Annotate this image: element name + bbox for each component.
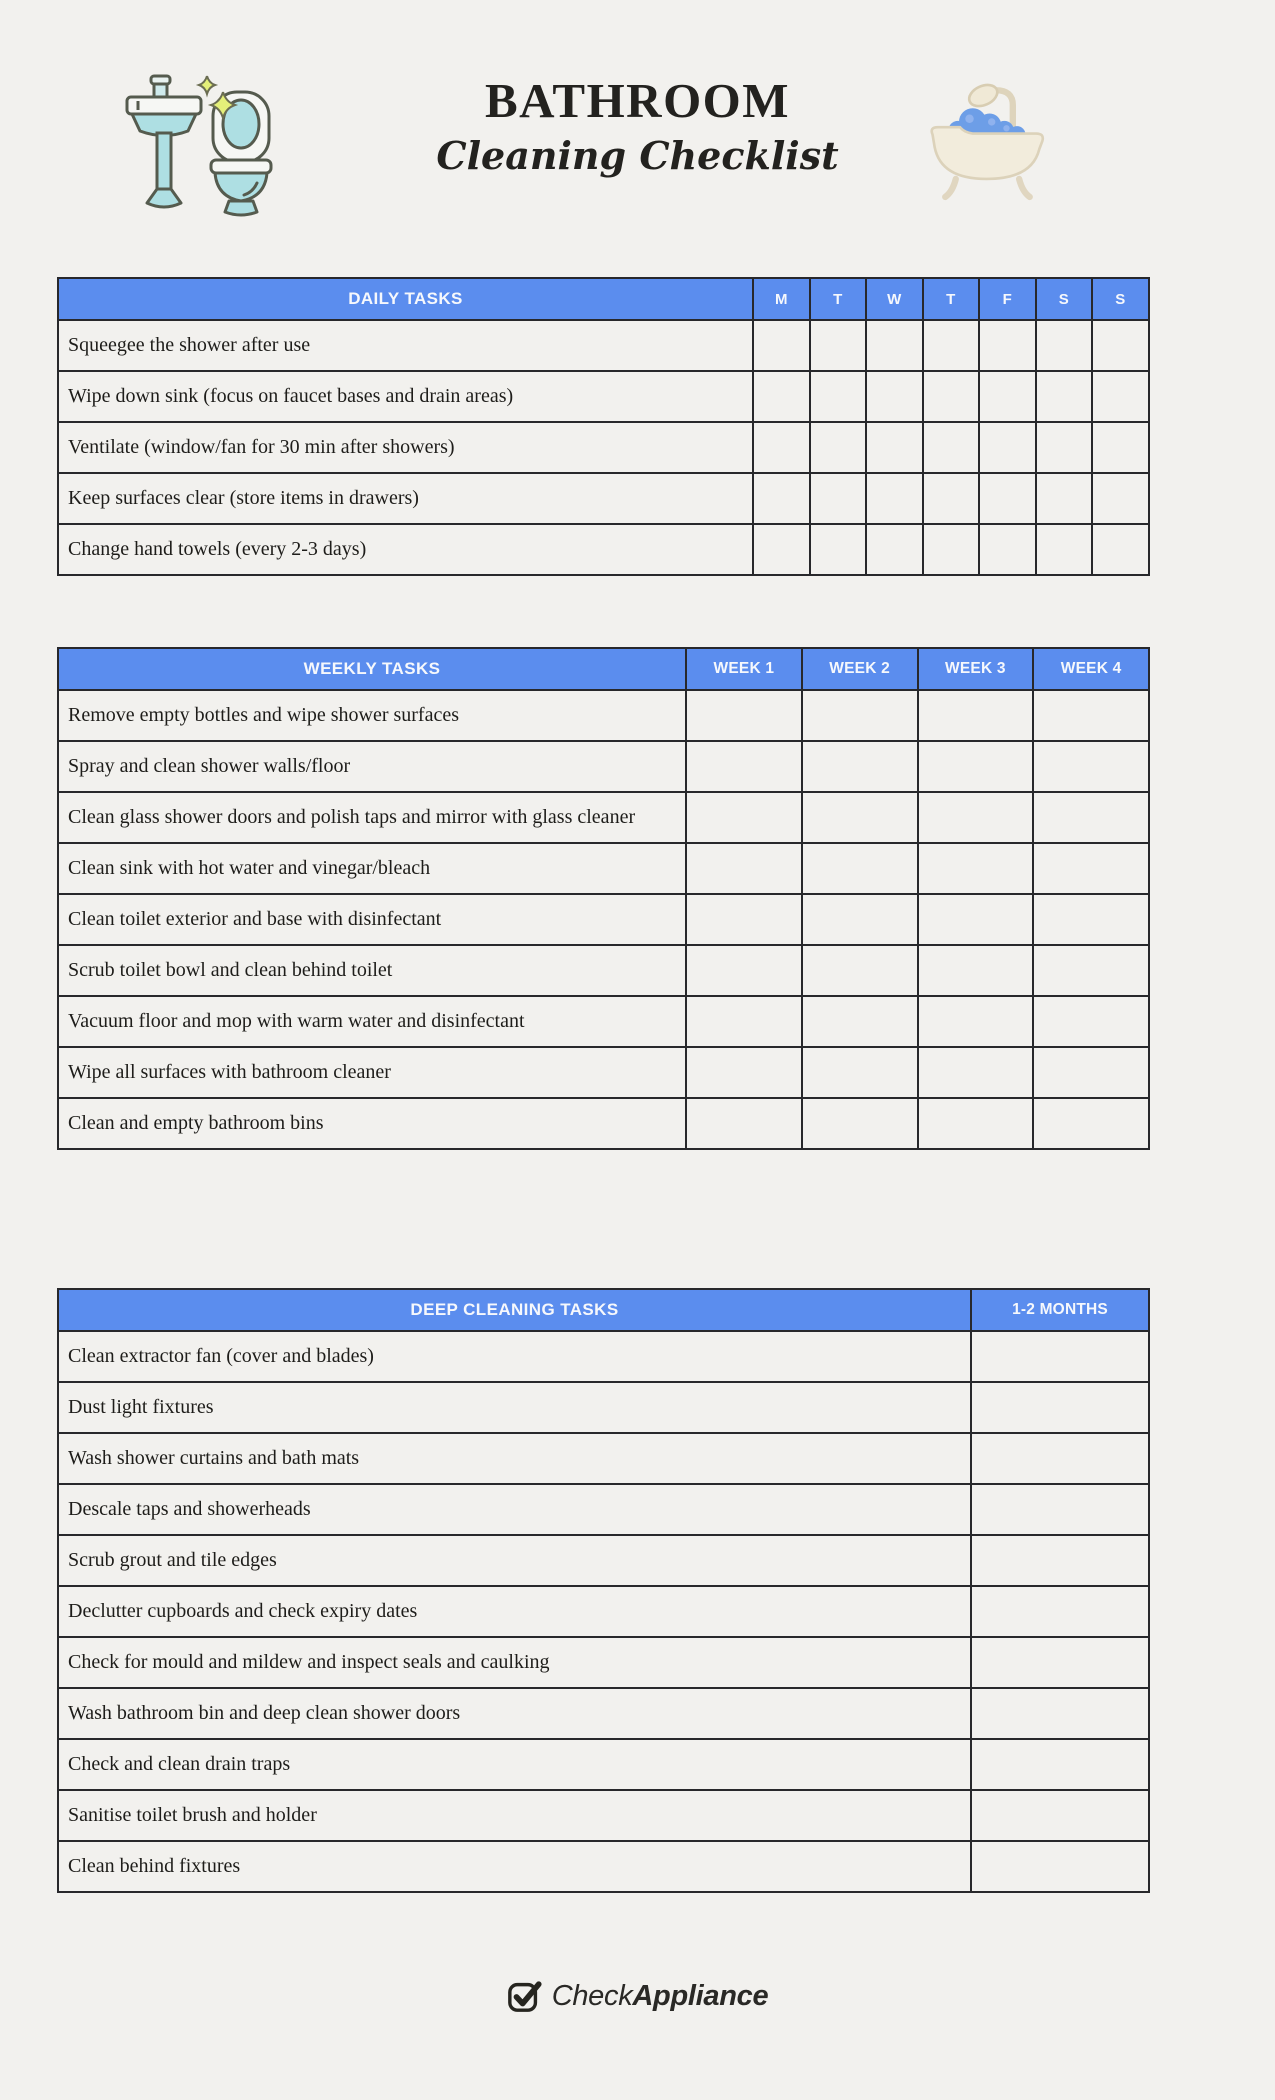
- page-header: [0, 0, 1275, 250]
- check-cell: [971, 1484, 1149, 1535]
- table-row: [58, 690, 1149, 741]
- task-label: Remove empty bottles and wipe shower surfaces: [58, 690, 686, 741]
- week3-col: WEEK 3: [918, 648, 1034, 690]
- check-cell: [1036, 371, 1093, 422]
- check-cell: [923, 320, 980, 371]
- table-row: [58, 422, 1149, 473]
- check-cell: [979, 473, 1036, 524]
- checkbox-logo-icon: [507, 1978, 543, 2014]
- check-cell: [810, 320, 867, 371]
- check-cell: [802, 1047, 918, 1098]
- task-label: Dust light fixtures: [58, 1382, 971, 1433]
- check-cell: [918, 1047, 1034, 1098]
- check-cell: [686, 843, 802, 894]
- task-label: Wash shower curtains and bath mats: [58, 1433, 971, 1484]
- check-cell: [918, 996, 1034, 1047]
- check-cell: [1033, 945, 1149, 996]
- table-row: [58, 1331, 1149, 1382]
- task-label: Check for mould and mildew and inspect seals and caulking: [58, 1637, 971, 1688]
- task-label: Spray and clean shower walls/floor: [58, 741, 686, 792]
- task-label: Change hand towels (every 2-3 days): [58, 524, 753, 575]
- task-label: Wipe all surfaces with bathroom cleaner: [58, 1047, 686, 1098]
- weekly-tasks-table: [57, 647, 1148, 1150]
- daily-tasks-table: [57, 277, 1148, 576]
- check-cell: [866, 473, 923, 524]
- check-cell: [979, 320, 1036, 371]
- task-label: Vacuum floor and mop with warm water and disinfectant: [58, 996, 686, 1047]
- table-row: [58, 945, 1149, 996]
- check-cell: [686, 894, 802, 945]
- day-col-sat: S: [1036, 278, 1093, 320]
- table-row: [58, 1739, 1149, 1790]
- check-cell: [686, 1098, 802, 1149]
- check-cell: [923, 422, 980, 473]
- check-cell: [686, 792, 802, 843]
- check-cell: [1036, 320, 1093, 371]
- check-cell: [802, 690, 918, 741]
- brand-name-bold: Appliance: [632, 1979, 769, 2012]
- task-label: Ventilate (window/fan for 30 min after showers): [58, 422, 753, 473]
- task-label: Clean toilet exterior and base with disinfectant: [58, 894, 686, 945]
- check-cell: [686, 741, 802, 792]
- check-cell: [802, 996, 918, 1047]
- day-col-wed: W: [866, 278, 923, 320]
- deep-cleaning-title: DEEP CLEANING TASKS: [58, 1289, 971, 1331]
- table-row: [58, 1790, 1149, 1841]
- table-row: [58, 473, 1149, 524]
- daily-tasks-title: DAILY TASKS: [58, 278, 753, 320]
- check-cell: [918, 843, 1034, 894]
- brand-name-regular: Check: [551, 1979, 633, 2012]
- day-col-fri: F: [979, 278, 1036, 320]
- task-label: Clean sink with hot water and vinegar/bleach: [58, 843, 686, 894]
- check-cell: [802, 741, 918, 792]
- check-cell: [923, 473, 980, 524]
- week4-col: WEEK 4: [1033, 648, 1149, 690]
- task-label: Clean behind fixtures: [58, 1841, 971, 1892]
- check-cell: [918, 741, 1034, 792]
- task-label: Check and clean drain traps: [58, 1739, 971, 1790]
- check-cell: [802, 792, 918, 843]
- task-label: Wipe down sink (focus on faucet bases and drain areas): [58, 371, 753, 422]
- check-cell: [923, 371, 980, 422]
- check-cell: [1036, 524, 1093, 575]
- day-col-sun: S: [1092, 278, 1149, 320]
- check-cell: [979, 422, 1036, 473]
- table-row: [58, 1535, 1149, 1586]
- check-cell: [1092, 422, 1149, 473]
- task-label: Scrub grout and tile edges: [58, 1535, 971, 1586]
- table-row: [58, 1484, 1149, 1535]
- check-cell: [971, 1586, 1149, 1637]
- page-title: BATHROOM: [484, 73, 791, 128]
- check-cell: [810, 473, 867, 524]
- check-cell: [866, 371, 923, 422]
- check-cell: [802, 1098, 918, 1149]
- check-cell: [1036, 473, 1093, 524]
- check-cell: [1033, 894, 1149, 945]
- day-col-tue: T: [810, 278, 867, 320]
- check-cell: [971, 1841, 1149, 1892]
- check-cell: [1092, 473, 1149, 524]
- table-row: [58, 524, 1149, 575]
- title-block: [0, 72, 1275, 178]
- task-label: Clean and empty bathroom bins: [58, 1098, 686, 1149]
- weekly-tasks-title: WEEKLY TASKS: [58, 648, 686, 690]
- check-cell: [1033, 741, 1149, 792]
- check-cell: [866, 524, 923, 575]
- check-cell: [1033, 843, 1149, 894]
- table-row: [58, 996, 1149, 1047]
- brand-footer: [0, 1968, 1275, 2024]
- check-cell: [686, 690, 802, 741]
- page-subtitle: Cleaning Checklist: [436, 133, 839, 178]
- check-cell: [971, 1790, 1149, 1841]
- check-cell: [971, 1688, 1149, 1739]
- table-row: [58, 1841, 1149, 1892]
- task-label: Descale taps and showerheads: [58, 1484, 971, 1535]
- check-cell: [810, 524, 867, 575]
- table-row: [58, 371, 1149, 422]
- check-cell: [753, 473, 810, 524]
- check-cell: [971, 1637, 1149, 1688]
- check-cell: [802, 894, 918, 945]
- check-cell: [866, 422, 923, 473]
- check-cell: [971, 1382, 1149, 1433]
- check-cell: [866, 320, 923, 371]
- check-cell: [802, 843, 918, 894]
- check-cell: [753, 524, 810, 575]
- check-cell: [979, 524, 1036, 575]
- check-cell: [686, 996, 802, 1047]
- check-cell: [753, 422, 810, 473]
- week1-col: WEEK 1: [686, 648, 802, 690]
- table-row: [58, 741, 1149, 792]
- check-cell: [753, 371, 810, 422]
- table-row: [58, 1382, 1149, 1433]
- deep-cleaning-tasks-table: [57, 1288, 1148, 1893]
- task-label: Declutter cupboards and check expiry dates: [58, 1586, 971, 1637]
- task-label: Scrub toilet bowl and clean behind toilet: [58, 945, 686, 996]
- table-row: [58, 1047, 1149, 1098]
- table-row: [58, 320, 1149, 371]
- table-row: [58, 843, 1149, 894]
- check-cell: [971, 1739, 1149, 1790]
- check-cell: [1092, 524, 1149, 575]
- check-cell: [1033, 792, 1149, 843]
- table-row: [58, 1688, 1149, 1739]
- check-cell: [802, 945, 918, 996]
- table-row: [58, 1433, 1149, 1484]
- check-cell: [971, 1331, 1149, 1382]
- task-label: Squeegee the shower after use: [58, 320, 753, 371]
- day-col-thu: T: [923, 278, 980, 320]
- task-label: Wash bathroom bin and deep clean shower doors: [58, 1688, 971, 1739]
- day-col-mon: M: [753, 278, 810, 320]
- brand-name: [552, 1980, 769, 2013]
- deep-header-row: [58, 1289, 1149, 1331]
- table-row: [58, 792, 1149, 843]
- check-cell: [686, 1047, 802, 1098]
- check-cell: [810, 422, 867, 473]
- check-cell: [923, 524, 980, 575]
- check-cell: [971, 1433, 1149, 1484]
- check-cell: [971, 1535, 1149, 1586]
- check-cell: [1036, 422, 1093, 473]
- check-cell: [918, 945, 1034, 996]
- check-cell: [1092, 371, 1149, 422]
- task-label: Sanitise toilet brush and holder: [58, 1790, 971, 1841]
- check-cell: [1033, 1047, 1149, 1098]
- weekly-header-row: [58, 648, 1149, 690]
- check-cell: [918, 690, 1034, 741]
- check-cell: [686, 945, 802, 996]
- bathtub-icon: [922, 72, 1054, 212]
- check-cell: [1033, 1098, 1149, 1149]
- check-cell: [979, 371, 1036, 422]
- check-cell: [1092, 320, 1149, 371]
- task-label: Clean glass shower doors and polish taps and mirror with glass cleaner: [58, 792, 686, 843]
- check-cell: [753, 320, 810, 371]
- check-cell: [810, 371, 867, 422]
- check-cell: [918, 792, 1034, 843]
- task-label: Clean extractor fan (cover and blades): [58, 1331, 971, 1382]
- check-cell: [918, 894, 1034, 945]
- daily-header-row: [58, 278, 1149, 320]
- check-cell: [1033, 690, 1149, 741]
- table-row: [58, 894, 1149, 945]
- check-cell: [1033, 996, 1149, 1047]
- week2-col: WEEK 2: [802, 648, 918, 690]
- months-col: 1-2 MONTHS: [971, 1289, 1149, 1331]
- table-row: [58, 1586, 1149, 1637]
- check-cell: [918, 1098, 1034, 1149]
- table-row: [58, 1637, 1149, 1688]
- table-row: [58, 1098, 1149, 1149]
- task-label: Keep surfaces clear (store items in drawers): [58, 473, 753, 524]
